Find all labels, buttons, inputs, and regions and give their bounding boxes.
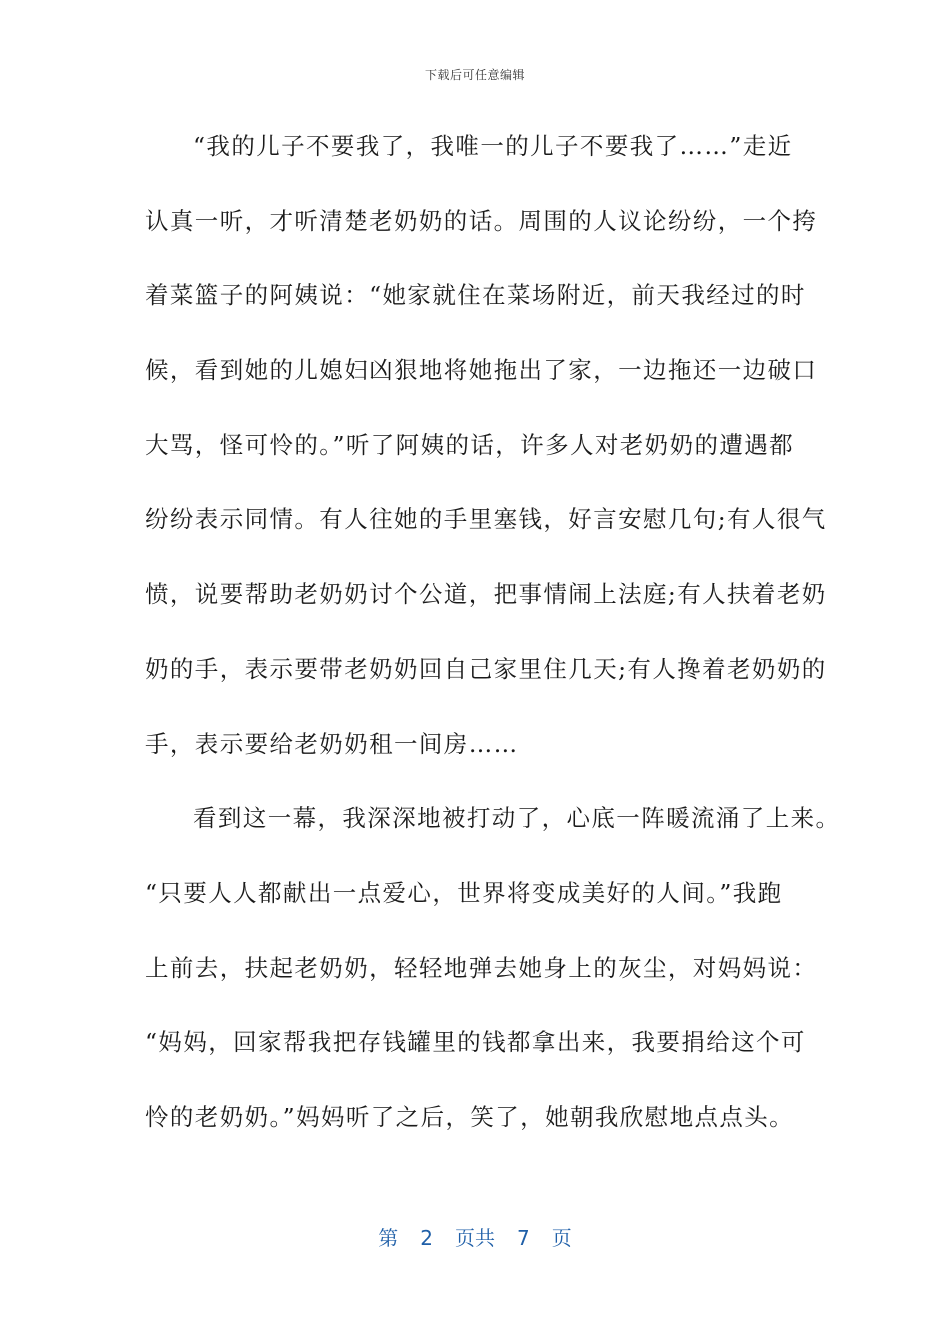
footer-ye: 页 xyxy=(551,1226,572,1250)
paragraph-line: “我的儿子不要我了，我唯一的儿子不要我了……”走近 xyxy=(193,132,793,160)
paragraph-line: “只要人人都献出一点爱心，世界将变成美好的人间。”我跑 xyxy=(145,878,783,907)
footer-current-page: 2 xyxy=(420,1226,433,1250)
paragraph-line: 候，看到她的儿媳妇凶狠地将她拖出了家，一边拖还一边破口 xyxy=(145,356,818,385)
footer-di: 第 xyxy=(378,1226,399,1250)
paragraph-line: 手，表示要给老奶奶租一间房…… xyxy=(145,729,519,758)
page-number-footer xyxy=(0,1222,950,1251)
paragraph-line: 上前去，扶起老奶奶，轻轻地弹去她身上的灰尘，对妈妈说： xyxy=(145,953,818,982)
body-text xyxy=(145,116,841,1162)
paragraph-line: 着菜篮子的阿姨说：“她家就住在菜场附近，前天我经过的时 xyxy=(145,281,806,310)
paragraph-line: 看到这一幕，我深深地被打动了，心底一阵暖流涌了上来。 xyxy=(193,804,841,833)
footer-ye-gong: 页共 xyxy=(455,1226,495,1250)
paragraph-line: 奶的手，表示要带老奶奶回自己家里住几天;有人搀着老奶奶的 xyxy=(145,654,827,683)
header-note: 下载后可任意编辑 xyxy=(424,68,525,82)
paragraph-line: 愤，说要帮助老奶奶讨个公道，把事情闹上法庭;有人扶着老奶 xyxy=(145,580,827,609)
paragraph-line: 纷纷表示同情。有人往她的手里塞钱，好言安慰几句;有人很气 xyxy=(145,505,827,534)
paragraph-line: 认真一听，才听清楚老奶奶的话。周围的人议论纷纷，一个挎 xyxy=(145,206,818,235)
paragraph-line: 大骂，怪可怜的。”听了阿姨的话，许多人对老奶奶的遭遇都 xyxy=(145,430,795,459)
footer-total-pages: 7 xyxy=(517,1226,530,1250)
paragraph-line: 怜的老奶奶。”妈妈听了之后，笑了，她朝我欣慰地点点头。 xyxy=(145,1102,795,1131)
paragraph-line: “妈妈，回家帮我把存钱罐里的钱都拿出来，我要捐给这个可 xyxy=(145,1028,806,1057)
